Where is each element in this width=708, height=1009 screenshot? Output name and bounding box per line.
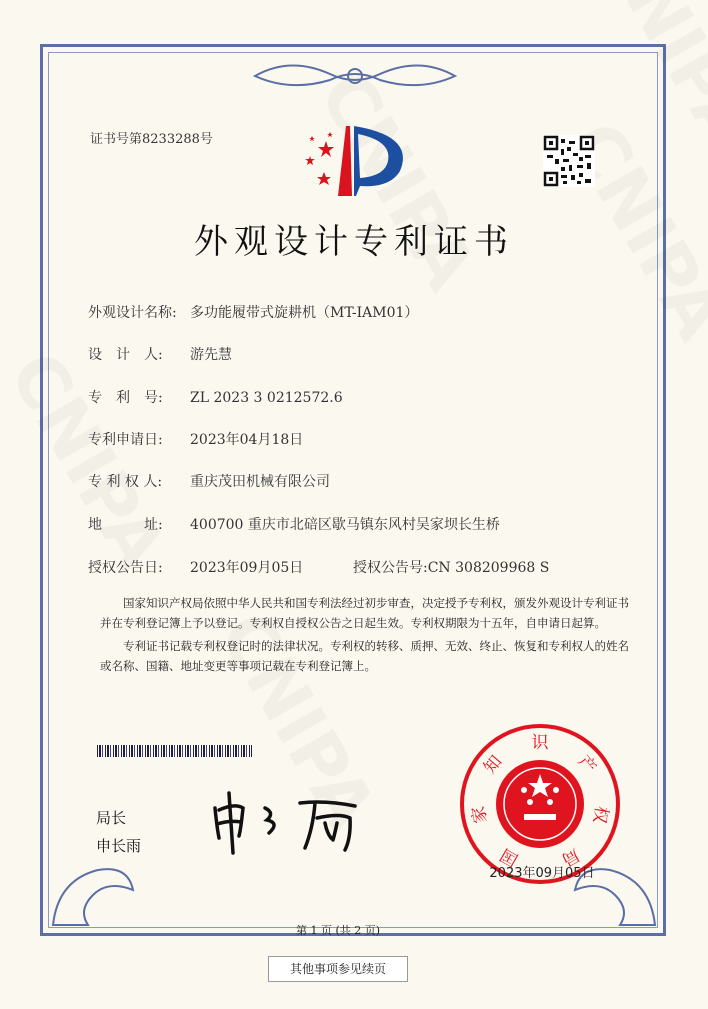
field-patent-number [88, 387, 343, 407]
field-application-date [88, 429, 303, 449]
seal-character: 产 [573, 751, 600, 778]
continued-note: 其他事项参见续页 [268, 956, 408, 982]
field-label: 授权公告日: [88, 560, 163, 576]
cnipa-logo [300, 126, 410, 202]
seal-character: 权 [588, 804, 612, 825]
field-value: CN 308209968 S [427, 560, 550, 576]
seal-character: 局 [558, 843, 583, 870]
field-design-name [88, 302, 418, 322]
field-value: 2023年04月18日 [190, 432, 304, 448]
page-indicator: 第 1 页 (共 2 页) [295, 924, 381, 937]
field-value: 重庆茂田机械有限公司 [190, 474, 330, 490]
field-address [88, 514, 500, 534]
field-value: 多功能履带式旋耕机（MT-IAM01） [190, 305, 419, 321]
field-label: 专 利 权 人: [88, 474, 163, 490]
field-value: 游先慧 [190, 347, 232, 363]
field-label: 专 利 号: [88, 390, 163, 406]
statement-paragraph: 专利证书记载专利权登记时的法律状况。专利权的转移、质押、无效、终止、恢复和专利权人的姓名或名称、国籍、地址变更等事项记载在专利登记簿上。 [100, 639, 629, 673]
seal-character: 家 [468, 804, 492, 825]
field-value: ZL 2023 3 0212572.6 [190, 390, 343, 406]
seal-character: 知 [480, 751, 507, 778]
corner-ornament-left [48, 850, 138, 930]
statement-paragraph: 国家知识产权局依照中华人民共和国专利法经过初步审查，决定授予专利权，颁发外观设计专利证书并在专利登记簿上予以登记。专利权自授权公告之日起生效。专利权期限为十五年，自申请日起算。 [100, 596, 629, 630]
field-patentee [88, 471, 330, 491]
certificate-statement [100, 594, 630, 680]
signer-title: 局长 [96, 809, 127, 827]
field-designer [88, 344, 232, 364]
document-title: 外观设计专利证书 [194, 222, 514, 262]
seal-character: 国 [497, 843, 522, 870]
field-value: 2023年09月05日 [190, 560, 304, 576]
signer-name: 申长雨 [96, 837, 142, 855]
field-label: 外观设计名称: [88, 305, 177, 321]
field-label: 设 计 人: [88, 347, 163, 363]
field-grant-number [353, 557, 549, 577]
barcode [97, 745, 252, 757]
field-label: 专利申请日: [88, 432, 163, 448]
seal-character: 识 [531, 733, 549, 753]
seal-date: 2023年09月05日 [489, 866, 595, 881]
field-grant-date [88, 557, 303, 577]
top-ornament [250, 56, 460, 96]
certificate-number: 证书号第8233288号 [90, 132, 213, 147]
field-label: 授权公告号: [353, 560, 428, 576]
qr-code [543, 135, 595, 187]
signature [205, 788, 365, 858]
field-label: 地 址: [88, 517, 163, 533]
field-value: 400700 重庆市北碚区歇马镇东风村吴家坝长生桥 [190, 517, 500, 533]
